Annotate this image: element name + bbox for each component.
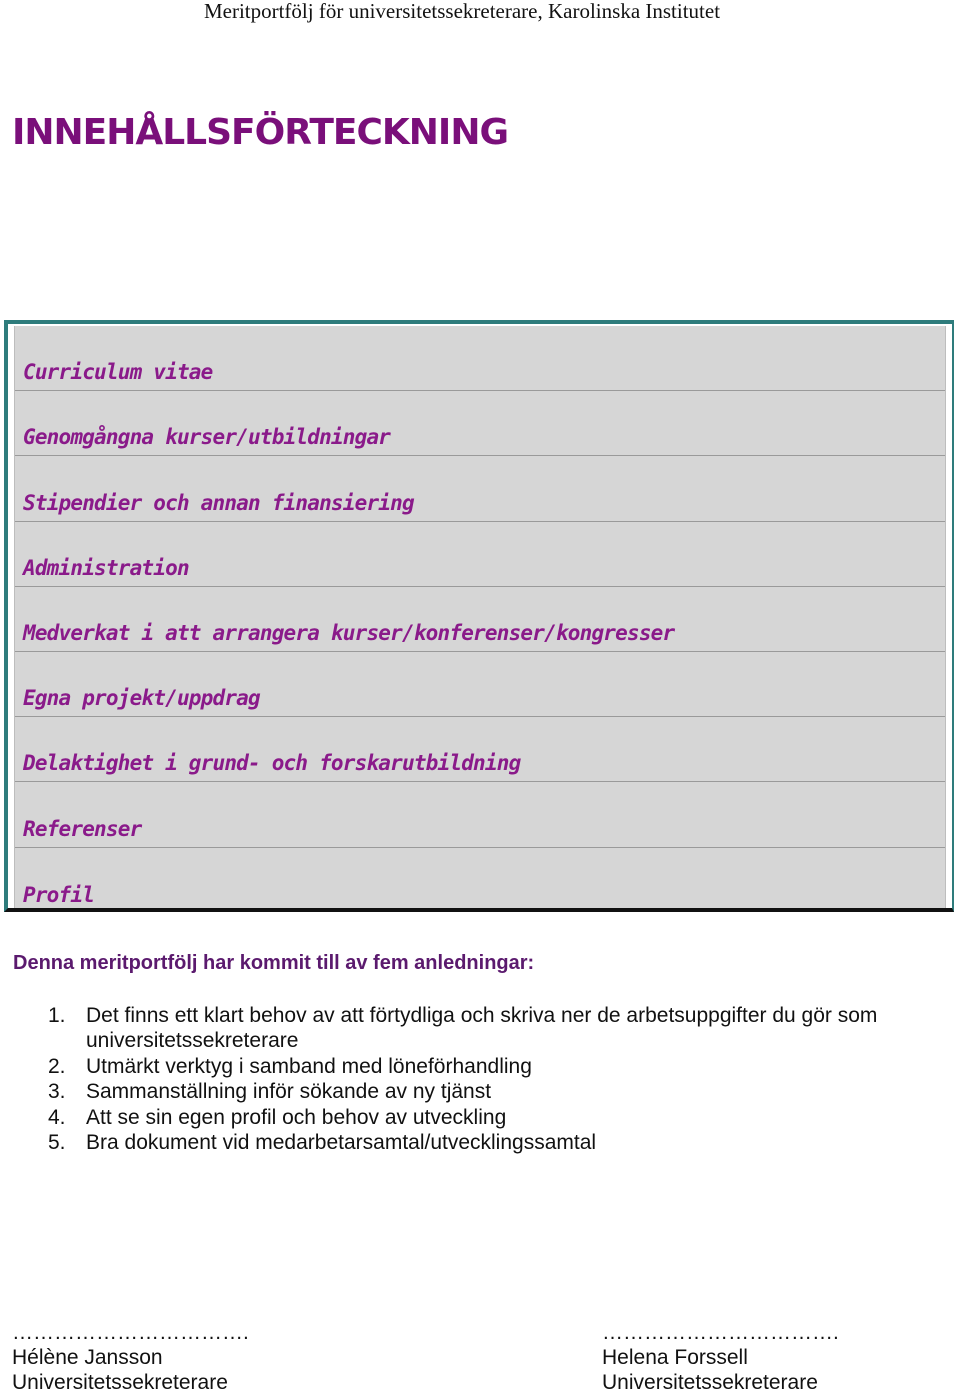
toc-item-label: Referenser	[23, 816, 142, 841]
toc-item-conferences	[15, 587, 945, 652]
toc-item-courses	[15, 391, 945, 456]
toc-item-label: Curriculum vitae	[23, 360, 213, 385]
toc-item-label: Medverkat i att arrangera kurser/konferenser/kongresser	[23, 620, 675, 645]
toc-item-label: Stipendier och annan finansiering	[23, 490, 414, 515]
list-item	[0, 1079, 960, 1104]
toc-item-curriculum-vitae	[15, 326, 945, 391]
toc-item-label: Administration	[23, 555, 189, 580]
list-item	[0, 1003, 960, 1054]
toc-item-profile	[15, 848, 945, 913]
list-item-number: 1.	[48, 1004, 66, 1027]
list-item-text: Det finns ett klart behov av att förtydliga och skriva ner de arbetsuppgifter du gör som universitetssekreterare	[86, 1004, 878, 1053]
toc-item-administration	[15, 522, 945, 587]
signature-name: Hélène Jansson	[12, 1346, 163, 1369]
list-item-text: Att se sin egen profil och behov av utveckling	[86, 1105, 507, 1129]
toc-item-label: Profil	[23, 882, 95, 907]
list-item	[0, 1054, 960, 1079]
running-header: Meritportfölj för universitetssekreterare, Karolinska Institutet	[203, 0, 721, 23]
list-item-text: Sammanställning inför sökande av ny tjänst	[86, 1080, 492, 1104]
signature-block-left	[12, 1320, 249, 1395]
toc-item-references	[15, 782, 945, 847]
toc-item-label: Delaktighet i grund- och forskarutbildning	[23, 751, 521, 776]
list-item-number: 5.	[48, 1131, 66, 1155]
list-item-number: 4.	[48, 1105, 66, 1129]
signature-role: Universitetssekreterare	[602, 1371, 818, 1394]
list-item	[0, 1130, 960, 1155]
table-of-contents	[4, 320, 954, 912]
signature-name: Helena Forssell	[602, 1346, 748, 1369]
toc-item-label: Egna projekt/uppdrag	[23, 686, 260, 711]
reasons-heading: Denna meritportfölj har kommit till av fem anledningar:	[13, 952, 535, 974]
toc-list	[14, 326, 946, 908]
signature-role: Universitetssekreterare	[12, 1371, 228, 1394]
toc-item-grants	[15, 456, 945, 521]
signature-line: …………………………….	[602, 1321, 839, 1344]
list-item-number: 2.	[48, 1054, 66, 1078]
page-title: INNEHÅLLSFÖRTECKNING	[12, 112, 509, 153]
list-item-text: Bra dokument vid medarbetarsamtal/utvecklingssamtal	[86, 1131, 597, 1155]
toc-item-projects	[15, 652, 945, 717]
signature-block-right	[602, 1320, 839, 1395]
list-item-text: Utmärkt verktyg i samband med löneförhandling	[86, 1054, 532, 1078]
reasons-list	[0, 1003, 960, 1155]
toc-item-education	[15, 717, 945, 782]
list-item	[0, 1105, 960, 1130]
list-item-number: 3.	[48, 1080, 66, 1104]
toc-item-label: Genomgångna kurser/utbildningar	[23, 425, 391, 450]
signature-line: …………………………….	[12, 1321, 249, 1344]
